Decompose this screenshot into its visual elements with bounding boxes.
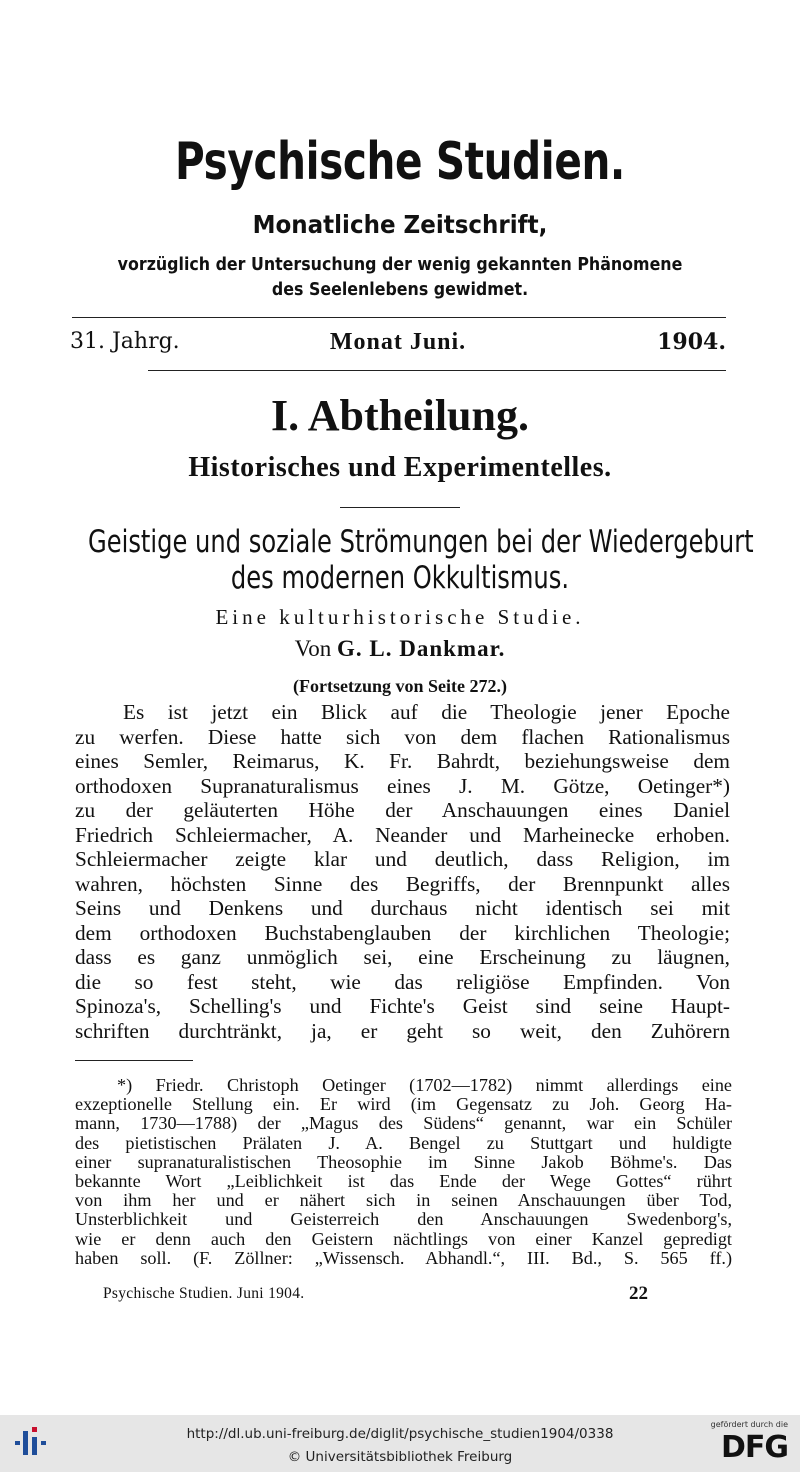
author-name: G. L. Dankmar. — [336, 636, 506, 661]
body-line: die so fest steht, wie das religiöse Empfinden. Von — [75, 969, 730, 994]
dfg-tagline: gefördert durch die — [710, 1420, 788, 1429]
body-line: zu der geläuterten Höhe der Anschauungen eines Daniel — [75, 798, 730, 822]
page-number: 22 — [629, 1283, 648, 1304]
dfg-logo — [708, 1420, 788, 1466]
issue-line — [70, 329, 726, 359]
footnote-divider — [75, 1060, 193, 1061]
article-subtitle: Eine kulturhistorische Studie. — [215, 605, 585, 629]
continuation-note: (Fortsetzung von Seite 272.) — [293, 676, 507, 696]
article-title-line1: Geistige und soziale Strömungen bei der Wiedergeburt — [88, 524, 754, 560]
article-title-line2: des modernen Okkultismus. — [230, 560, 570, 596]
body-line: eines Semler, Reimarus, K. Fr. Bahrdt, beziehungsweise dem — [75, 749, 730, 773]
body-line: zu werfen. Diese hatte sich von dem flachen Rationalismus — [75, 724, 730, 749]
body-line: Es ist jetzt ein Blick auf die Theologie jener Epoche — [123, 700, 730, 724]
copyright-notice: © Universitätsbibliothek Freiburg — [287, 1449, 513, 1465]
body-line: Spinoza's, Schelling's und Fichte's Geist sind seine Haupt- — [75, 994, 730, 1018]
body-line: schriften durchtränkt, ja, er geht so weit, den Zuhörern — [75, 1018, 730, 1043]
running-title: Psychische Studien. Juni 1904. — [103, 1285, 305, 1302]
footnote-line: einer supranaturalistischen Theosophie im Sinne Jakob Böhme's. Das — [75, 1151, 732, 1172]
issue-month: Monat Juni. — [329, 329, 467, 355]
byline-prefix: Von — [294, 636, 332, 661]
footnote-line: wie er denn auch den Geistern nächtlings von einer Kanzel gepredigt — [75, 1228, 732, 1249]
body-line: Seins und Denkens und durchaus nicht identisch sei mit — [75, 896, 730, 920]
divider-top — [72, 317, 726, 318]
document-url-link[interactable]: http://dl.ub.uni-freiburg.de/diglit/psychische_studien1904/0338 — [186, 1426, 614, 1442]
issue-year-label: 31. Jahrg. — [70, 329, 180, 354]
footnote-line: haben soll. (F. Zöllner: „Wissensch. Abhandl.“, III. Bd., S. 565 ff.) — [75, 1247, 732, 1268]
section-title: Historisches und Experimentelles. — [188, 452, 612, 483]
body-line: dem orthodoxen Buchstabenglauben der kirchlichen Theologie; — [75, 920, 730, 945]
footnote-line: mann, 1730—1788) der „Magus des Südens“ genannt, war ein Schüler — [75, 1113, 732, 1134]
byline — [0, 636, 800, 662]
body-line: Schleiermacher zeigte klar und deutlich, dass Religion, im — [75, 847, 730, 871]
body-line: dass es ganz unmöglich sei, eine Erscheinung zu läugnen, — [75, 945, 730, 969]
dfg-wordmark: DFG — [720, 1430, 788, 1465]
footnote-line: des pietistischen Prälaten J. A. Bengel zu Stuttgart und huldigte — [75, 1132, 732, 1153]
journal-description-line2: des Seelenlebens gewidmet. — [271, 279, 529, 300]
journal-subtitle: Monatliche Zeitschrift, — [252, 210, 548, 239]
journal-title: Psychische Studien. — [175, 132, 625, 192]
body-line: wahren, höchsten Sinne des Begriffs, der Brennpunkt alles — [75, 871, 730, 896]
issue-year: 1904. — [657, 329, 726, 355]
footnote-line: von ihm her und er nähert sich in seinen Anschauungen über Tod, — [75, 1190, 732, 1211]
footnote-line: *) Friedr. Christoph Oetinger (1702—1782) nimmt allerdings eine — [117, 1075, 732, 1095]
section-number: I. Abtheilung. — [271, 391, 529, 440]
section-divider — [340, 507, 460, 508]
divider-bottom — [148, 370, 726, 371]
journal-description-line1: vorzüglich der Untersuchung der wenig gekannten Phänomene — [117, 254, 683, 275]
article-body — [75, 700, 730, 1043]
footnote — [75, 1076, 732, 1268]
footnote-line: Unsterblichkeit und Geisterreich den Anschauungen Swedenborg's, — [75, 1209, 732, 1230]
footnote-line: exzeptionelle Stellung ein. Er wird (im Gegensatz zu Joh. Georg Ha- — [75, 1094, 732, 1115]
body-line: Friedrich Schleiermacher, A. Neander und Marheinecke erhoben. — [75, 822, 730, 847]
footnote-line: bekannte Wort „Leiblichkeit ist das Ende der Wege Gottes“ rührt — [75, 1170, 732, 1191]
body-line: orthodoxen Supranaturalismus eines J. M. Götze, Oetinger*) — [75, 773, 730, 798]
